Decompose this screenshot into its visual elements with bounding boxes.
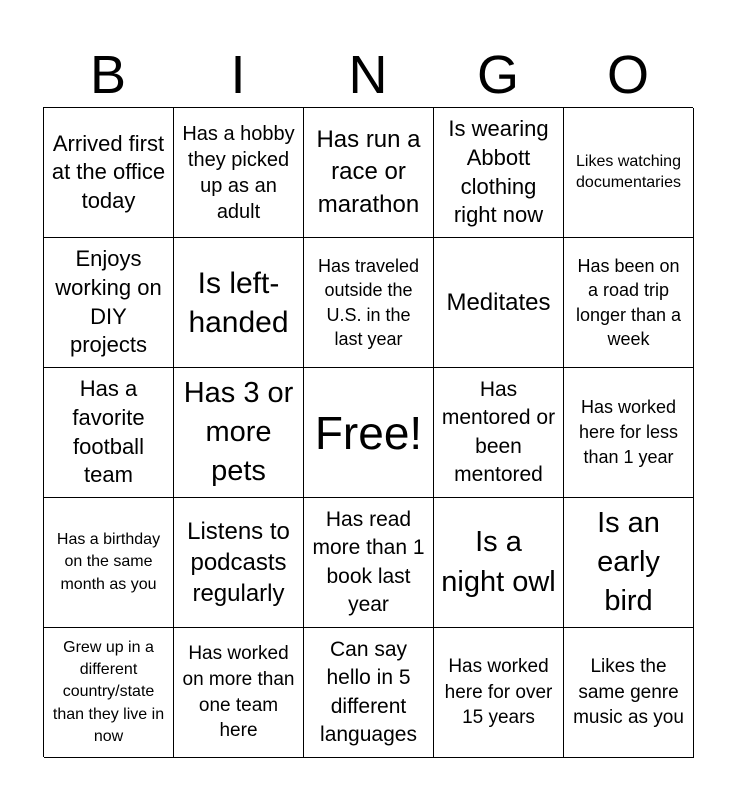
bingo-cell[interactable] — [174, 498, 304, 628]
bingo-cell[interactable] — [304, 498, 434, 628]
bingo-header — [43, 44, 693, 106]
cell-text: Grew up in a different country/state than they live in now — [52, 638, 165, 746]
bingo-cell[interactable] — [44, 628, 174, 758]
cell-text: Has a birthday on the same month as you — [56, 530, 161, 593]
bingo-cell[interactable] — [44, 238, 174, 368]
bingo-cell[interactable] — [564, 238, 694, 368]
cell-text: Likes watching documentaries — [576, 152, 681, 191]
bingo-cell[interactable] — [44, 108, 174, 238]
bingo-cell[interactable] — [304, 108, 434, 238]
cell-text: Has a hobby they picked up as an adult — [182, 122, 295, 223]
cell-text: Listens to podcasts regularly — [187, 517, 290, 608]
cell-text: Is a night owl — [441, 526, 556, 598]
cell-text: Enjoys working on DIY projects — [55, 246, 162, 358]
cell-text: Meditates — [446, 288, 551, 316]
bingo-cell[interactable] — [304, 628, 434, 758]
cell-text: Has read more than 1 book last year — [312, 507, 425, 616]
cell-text: Is an early bird — [597, 506, 660, 618]
cell-text: Has run a race or marathon — [316, 125, 421, 218]
bingo-cell[interactable] — [434, 498, 564, 628]
bingo-cell[interactable] — [174, 368, 304, 498]
cell-text: Has a favorite football team — [72, 376, 145, 488]
cell-text: Has worked here for over 15 years — [444, 656, 553, 729]
bingo-cell[interactable] — [434, 238, 564, 368]
bingo-cell[interactable] — [174, 108, 304, 238]
bingo-cell[interactable] — [174, 628, 304, 758]
bingo-cell[interactable] — [304, 238, 434, 368]
bingo-cell[interactable] — [44, 368, 174, 498]
free-cell[interactable] — [304, 368, 434, 498]
bingo-cell[interactable] — [434, 368, 564, 498]
bingo-cell[interactable] — [564, 108, 694, 238]
cell-text: Is left-handed — [188, 266, 289, 339]
free-text: Free! — [314, 406, 423, 459]
cell-text: Has worked on more than one team here — [182, 643, 295, 742]
header-letter-n: N — [348, 45, 388, 105]
cell-text: Has 3 or more pets — [183, 376, 294, 488]
bingo-board — [43, 107, 693, 757]
cell-text: Arrived first at the office today — [51, 130, 166, 213]
header-letter-o: O — [606, 45, 649, 105]
bingo-cell[interactable] — [434, 108, 564, 238]
cell-text: Can say hello in 5 different languages — [320, 637, 417, 746]
bingo-cell[interactable] — [174, 238, 304, 368]
bingo-cell[interactable] — [44, 498, 174, 628]
cell-text: Has traveled outside the U.S. in the last year — [317, 255, 420, 349]
bingo-cell[interactable] — [564, 498, 694, 628]
cell-text: Has mentored or been mentored — [441, 377, 556, 486]
header-letter-b: B — [89, 45, 127, 105]
header-letter-i: I — [230, 45, 246, 105]
bingo-cell[interactable] — [564, 628, 694, 758]
bingo-cell[interactable] — [434, 628, 564, 758]
cell-text: Has been on a road trip longer than a week — [575, 255, 682, 349]
cell-text: Likes the same genre music as you — [573, 656, 684, 729]
cell-text: Has worked here for less than 1 year — [578, 396, 679, 468]
cell-text: Is wearing Abbott clothing right now — [448, 116, 549, 228]
bingo-cell[interactable] — [564, 368, 694, 498]
header-letter-g: G — [476, 45, 519, 105]
